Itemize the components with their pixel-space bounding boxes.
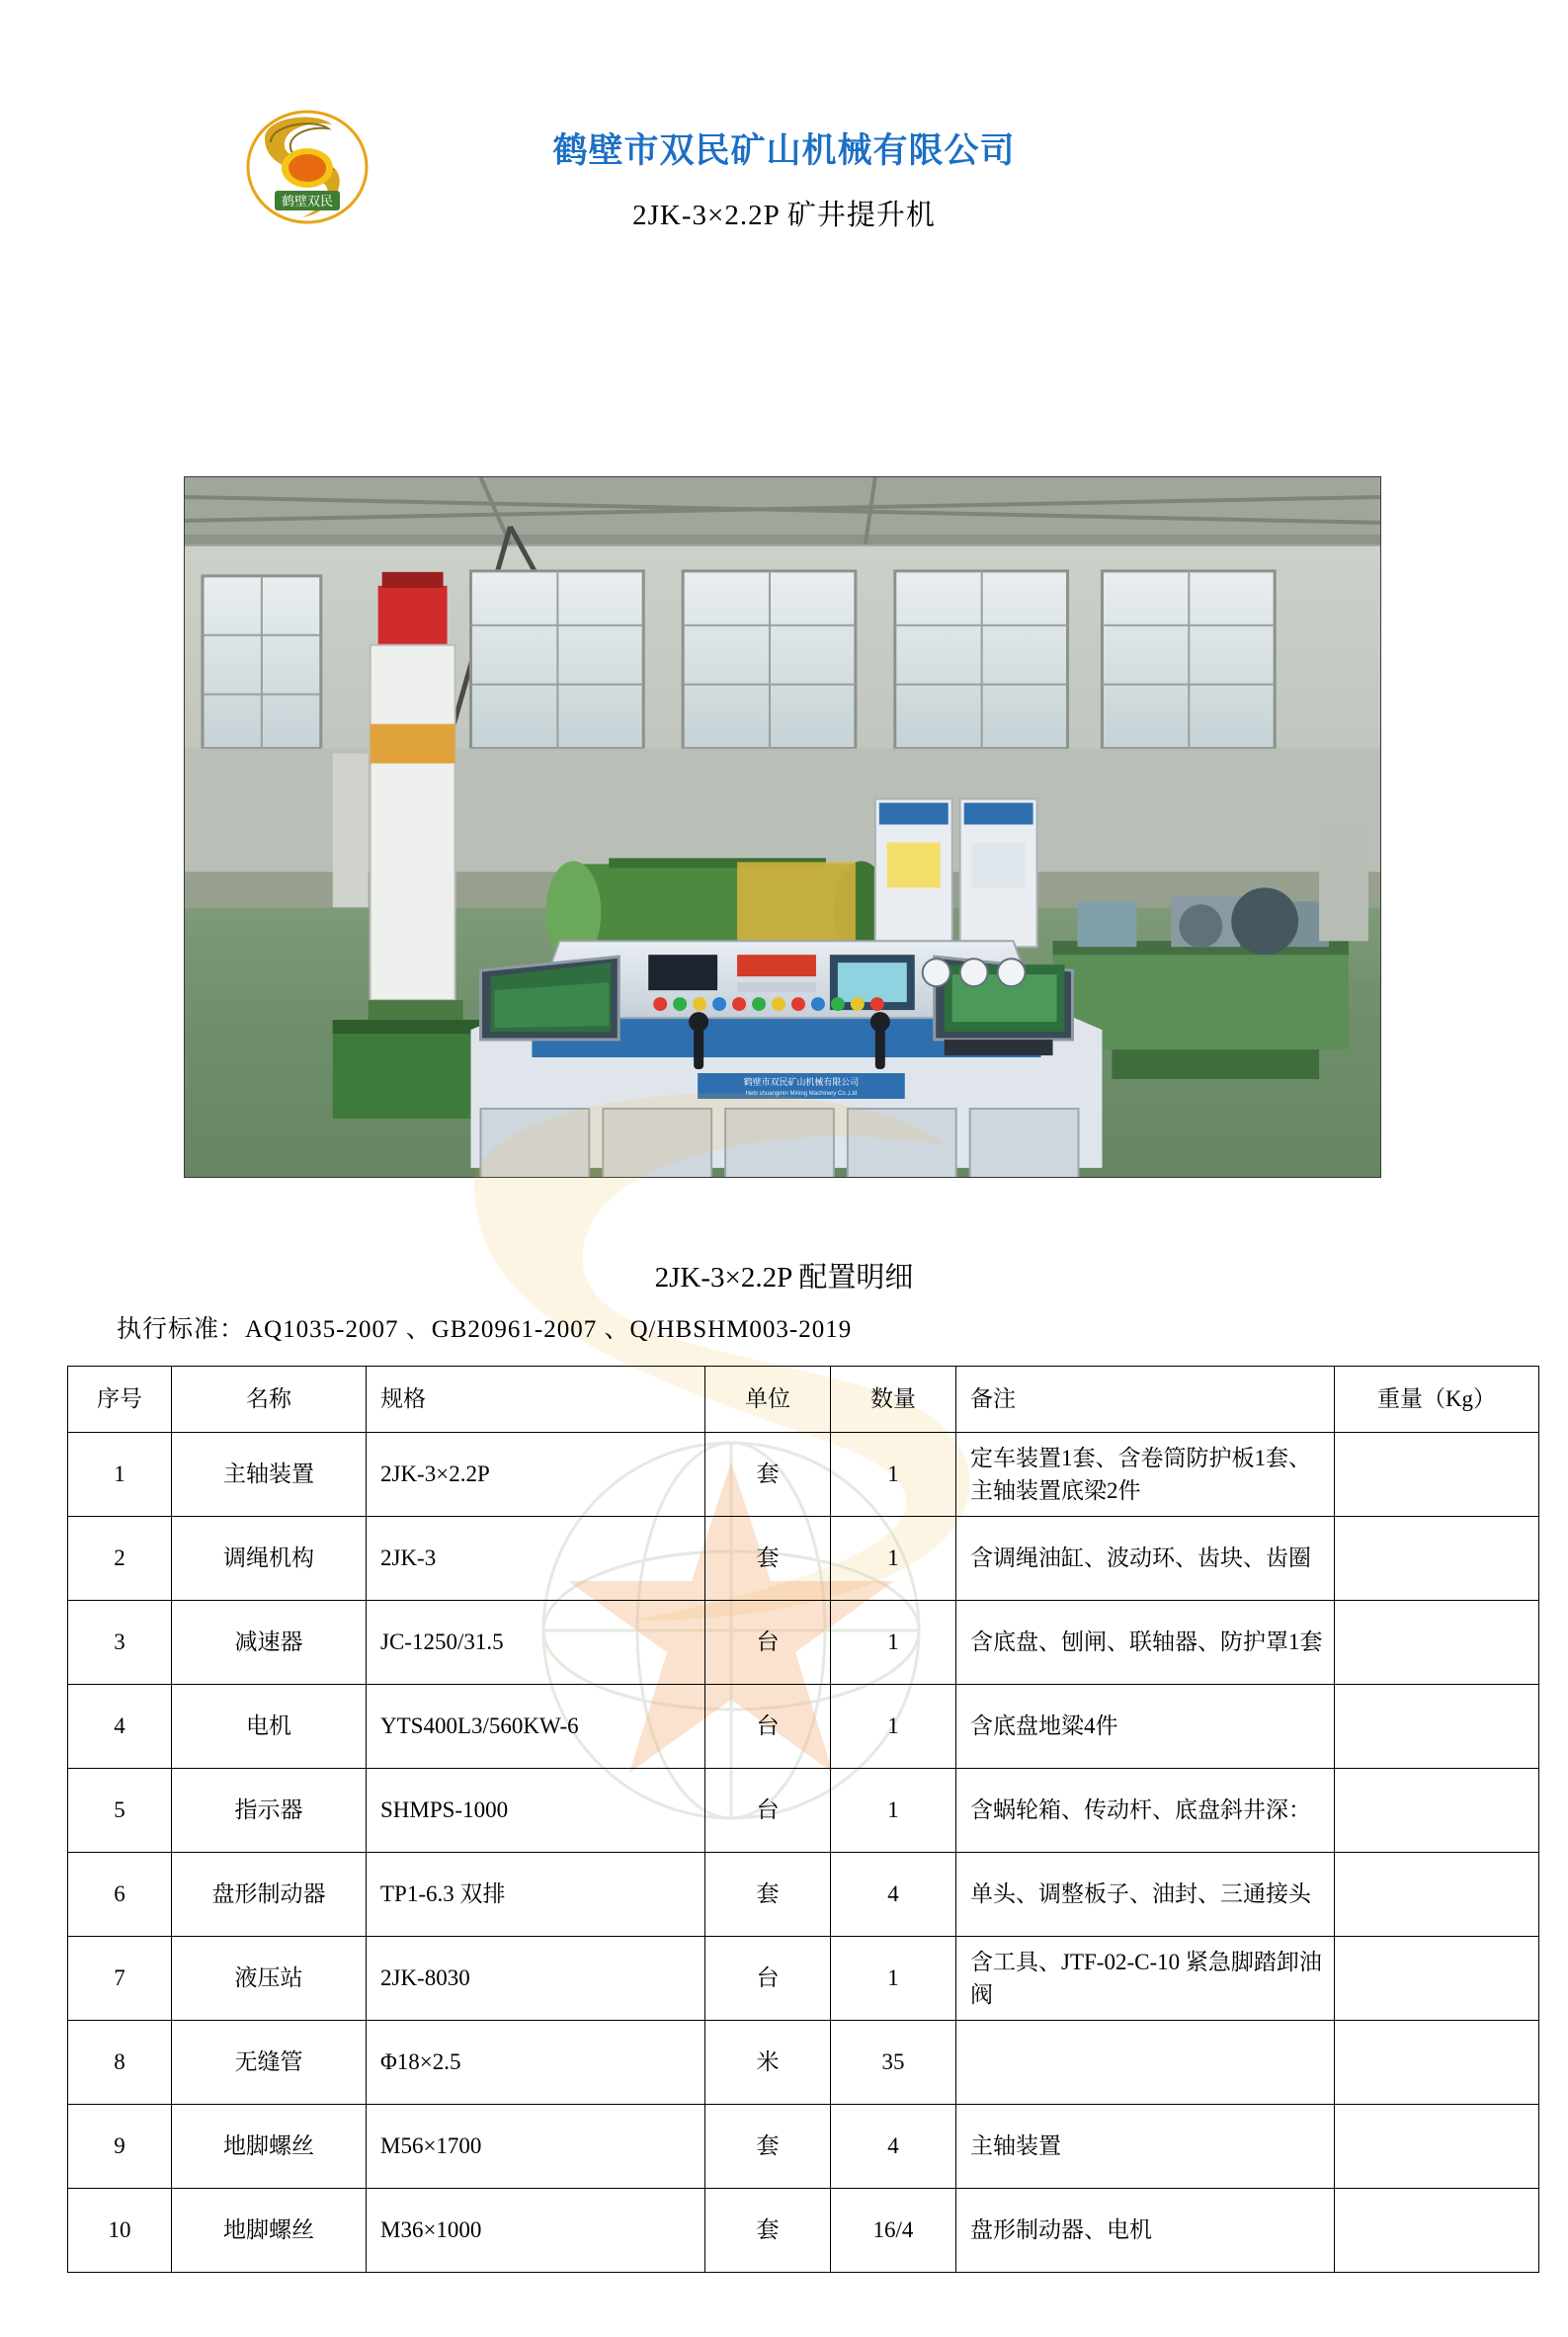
section-title: 2JK-3×2.2P 配置明细 bbox=[654, 1262, 914, 1294]
cell-qty: 16/4 bbox=[831, 2189, 956, 2273]
cell-unit: 套 bbox=[705, 2189, 831, 2273]
cell-index: 4 bbox=[68, 1685, 172, 1769]
table-row bbox=[68, 1433, 1539, 1517]
col-header-qty: 数量 bbox=[831, 1367, 956, 1433]
cell-weight bbox=[1335, 2105, 1539, 2189]
cell-name: 电机 bbox=[172, 1685, 367, 1769]
cell-weight bbox=[1335, 1937, 1539, 2021]
cell-name: 液压站 bbox=[172, 1937, 367, 2021]
page-title: 鹤壁市双民矿山机械有限公司 bbox=[552, 131, 1016, 170]
cell-spec: YTS400L3/560KW-6 bbox=[367, 1685, 705, 1769]
col-header-index: 序号 bbox=[68, 1367, 172, 1433]
cell-qty: 1 bbox=[831, 1769, 956, 1853]
cell-name: 调绳机构 bbox=[172, 1517, 367, 1601]
cell-note: 含底盘地粱4件 bbox=[956, 1685, 1335, 1769]
configuration-table bbox=[67, 1366, 1539, 2273]
document-header bbox=[0, 119, 1568, 306]
cell-name: 主轴装置 bbox=[172, 1433, 367, 1517]
cell-index: 1 bbox=[68, 1433, 172, 1517]
cell-note: 含工具、JTF-02-C-10 紧急脚踏卸油阀 bbox=[956, 1937, 1335, 2021]
cell-spec: M56×1700 bbox=[367, 2105, 705, 2189]
cell-weight bbox=[1335, 1601, 1539, 1685]
cell-weight bbox=[1335, 2021, 1539, 2105]
cell-name: 减速器 bbox=[172, 1601, 367, 1685]
cell-unit: 套 bbox=[705, 1853, 831, 1937]
table-row bbox=[68, 1769, 1539, 1853]
cell-note bbox=[956, 2021, 1335, 2105]
cell-unit: 套 bbox=[705, 2105, 831, 2189]
cell-spec: SHMPS-1000 bbox=[367, 1769, 705, 1853]
cell-name: 地脚螺丝 bbox=[172, 2105, 367, 2189]
cell-note: 定车装置1套、含卷筒防护板1套、主轴装置底梁2件 bbox=[956, 1433, 1335, 1517]
cell-spec: 2JK-8030 bbox=[367, 1937, 705, 2021]
cell-spec: TP1-6.3 双排 bbox=[367, 1853, 705, 1937]
svg-text:Hebi shuangmin Mining Machiner: Hebi shuangmin Mining Machinery Co.,Ltd bbox=[745, 1090, 858, 1097]
cell-unit: 套 bbox=[705, 1517, 831, 1601]
cell-note: 含调绳油缸、波动环、齿块、齿圈 bbox=[956, 1517, 1335, 1601]
cell-qty: 1 bbox=[831, 1517, 956, 1601]
cell-note: 单头、调整板子、油封、三通接头 bbox=[956, 1853, 1335, 1937]
cell-index: 6 bbox=[68, 1853, 172, 1937]
cell-qty: 4 bbox=[831, 2105, 956, 2189]
cell-index: 7 bbox=[68, 1937, 172, 2021]
col-header-note: 备注 bbox=[956, 1367, 1335, 1433]
cell-qty: 1 bbox=[831, 1601, 956, 1685]
cell-unit: 台 bbox=[705, 1685, 831, 1769]
svg-text:鹤壁市双民矿山机械有限公司: 鹤壁市双民矿山机械有限公司 bbox=[743, 1076, 860, 1087]
svg-text:鹤壁双民: 鹤壁双民 bbox=[281, 194, 334, 209]
cell-unit: 台 bbox=[705, 1601, 831, 1685]
cell-weight bbox=[1335, 1433, 1539, 1517]
standards-label: 执行标准： bbox=[117, 1316, 246, 1343]
table-row bbox=[68, 2105, 1539, 2189]
page-subtitle: 2JK-3×2.2P 矿井提升机 bbox=[632, 200, 936, 231]
cell-name: 无缝管 bbox=[172, 2021, 367, 2105]
table-row bbox=[68, 2021, 1539, 2105]
standards-value: AQ1035-2007 、GB20961-2007 、Q/HBSHM003-2019 bbox=[245, 1316, 853, 1343]
cell-weight bbox=[1335, 1769, 1539, 1853]
cell-note: 盘形制动器、电机 bbox=[956, 2189, 1335, 2273]
cell-name: 指示器 bbox=[172, 1769, 367, 1853]
cell-index: 3 bbox=[68, 1601, 172, 1685]
cell-spec: M36×1000 bbox=[367, 2189, 705, 2273]
cell-unit: 米 bbox=[705, 2021, 831, 2105]
cell-index: 2 bbox=[68, 1517, 172, 1601]
table-header-row bbox=[68, 1367, 1539, 1433]
cell-spec: 2JK-3×2.2P bbox=[367, 1433, 705, 1517]
table-row bbox=[68, 1937, 1539, 2021]
table-row bbox=[68, 1853, 1539, 1937]
table-row bbox=[68, 1517, 1539, 1601]
cell-note: 主轴装置 bbox=[956, 2105, 1335, 2189]
table-row bbox=[68, 1601, 1539, 1685]
cell-qty: 1 bbox=[831, 1685, 956, 1769]
table-row bbox=[68, 1685, 1539, 1769]
standards-line bbox=[117, 1309, 852, 1345]
cell-qty: 1 bbox=[831, 1937, 956, 2021]
cell-spec: 2JK-3 bbox=[367, 1517, 705, 1601]
cell-weight bbox=[1335, 1517, 1539, 1601]
cell-weight bbox=[1335, 2189, 1539, 2273]
table-row bbox=[68, 2189, 1539, 2273]
cell-unit: 套 bbox=[705, 1433, 831, 1517]
cell-name: 盘形制动器 bbox=[172, 1853, 367, 1937]
cell-spec: JC-1250/31.5 bbox=[367, 1601, 705, 1685]
cell-index: 5 bbox=[68, 1769, 172, 1853]
cell-name: 地脚螺丝 bbox=[172, 2189, 367, 2273]
cell-note: 含底盘、刨闸、联轴器、防护罩1套 bbox=[956, 1601, 1335, 1685]
cell-unit: 台 bbox=[705, 1769, 831, 1853]
document-page bbox=[0, 119, 1568, 2337]
cell-qty: 1 bbox=[831, 1433, 956, 1517]
col-header-name: 名称 bbox=[172, 1367, 367, 1433]
cell-note: 含蜗轮箱、传动杆、底盘斜井深： bbox=[956, 1769, 1335, 1853]
cell-unit: 台 bbox=[705, 1937, 831, 2021]
cell-qty: 35 bbox=[831, 2021, 956, 2105]
cell-spec: Φ18×2.5 bbox=[367, 2021, 705, 2105]
cell-index: 8 bbox=[68, 2021, 172, 2105]
cell-index: 9 bbox=[68, 2105, 172, 2189]
col-header-weight: 重量（Kg） bbox=[1335, 1367, 1539, 1433]
cell-qty: 4 bbox=[831, 1853, 956, 1937]
cell-weight bbox=[1335, 1853, 1539, 1937]
col-header-unit: 单位 bbox=[705, 1367, 831, 1433]
product-photo bbox=[184, 476, 1381, 1178]
cell-index: 10 bbox=[68, 2189, 172, 2273]
col-header-spec: 规格 bbox=[367, 1367, 705, 1433]
cell-weight bbox=[1335, 1685, 1539, 1769]
